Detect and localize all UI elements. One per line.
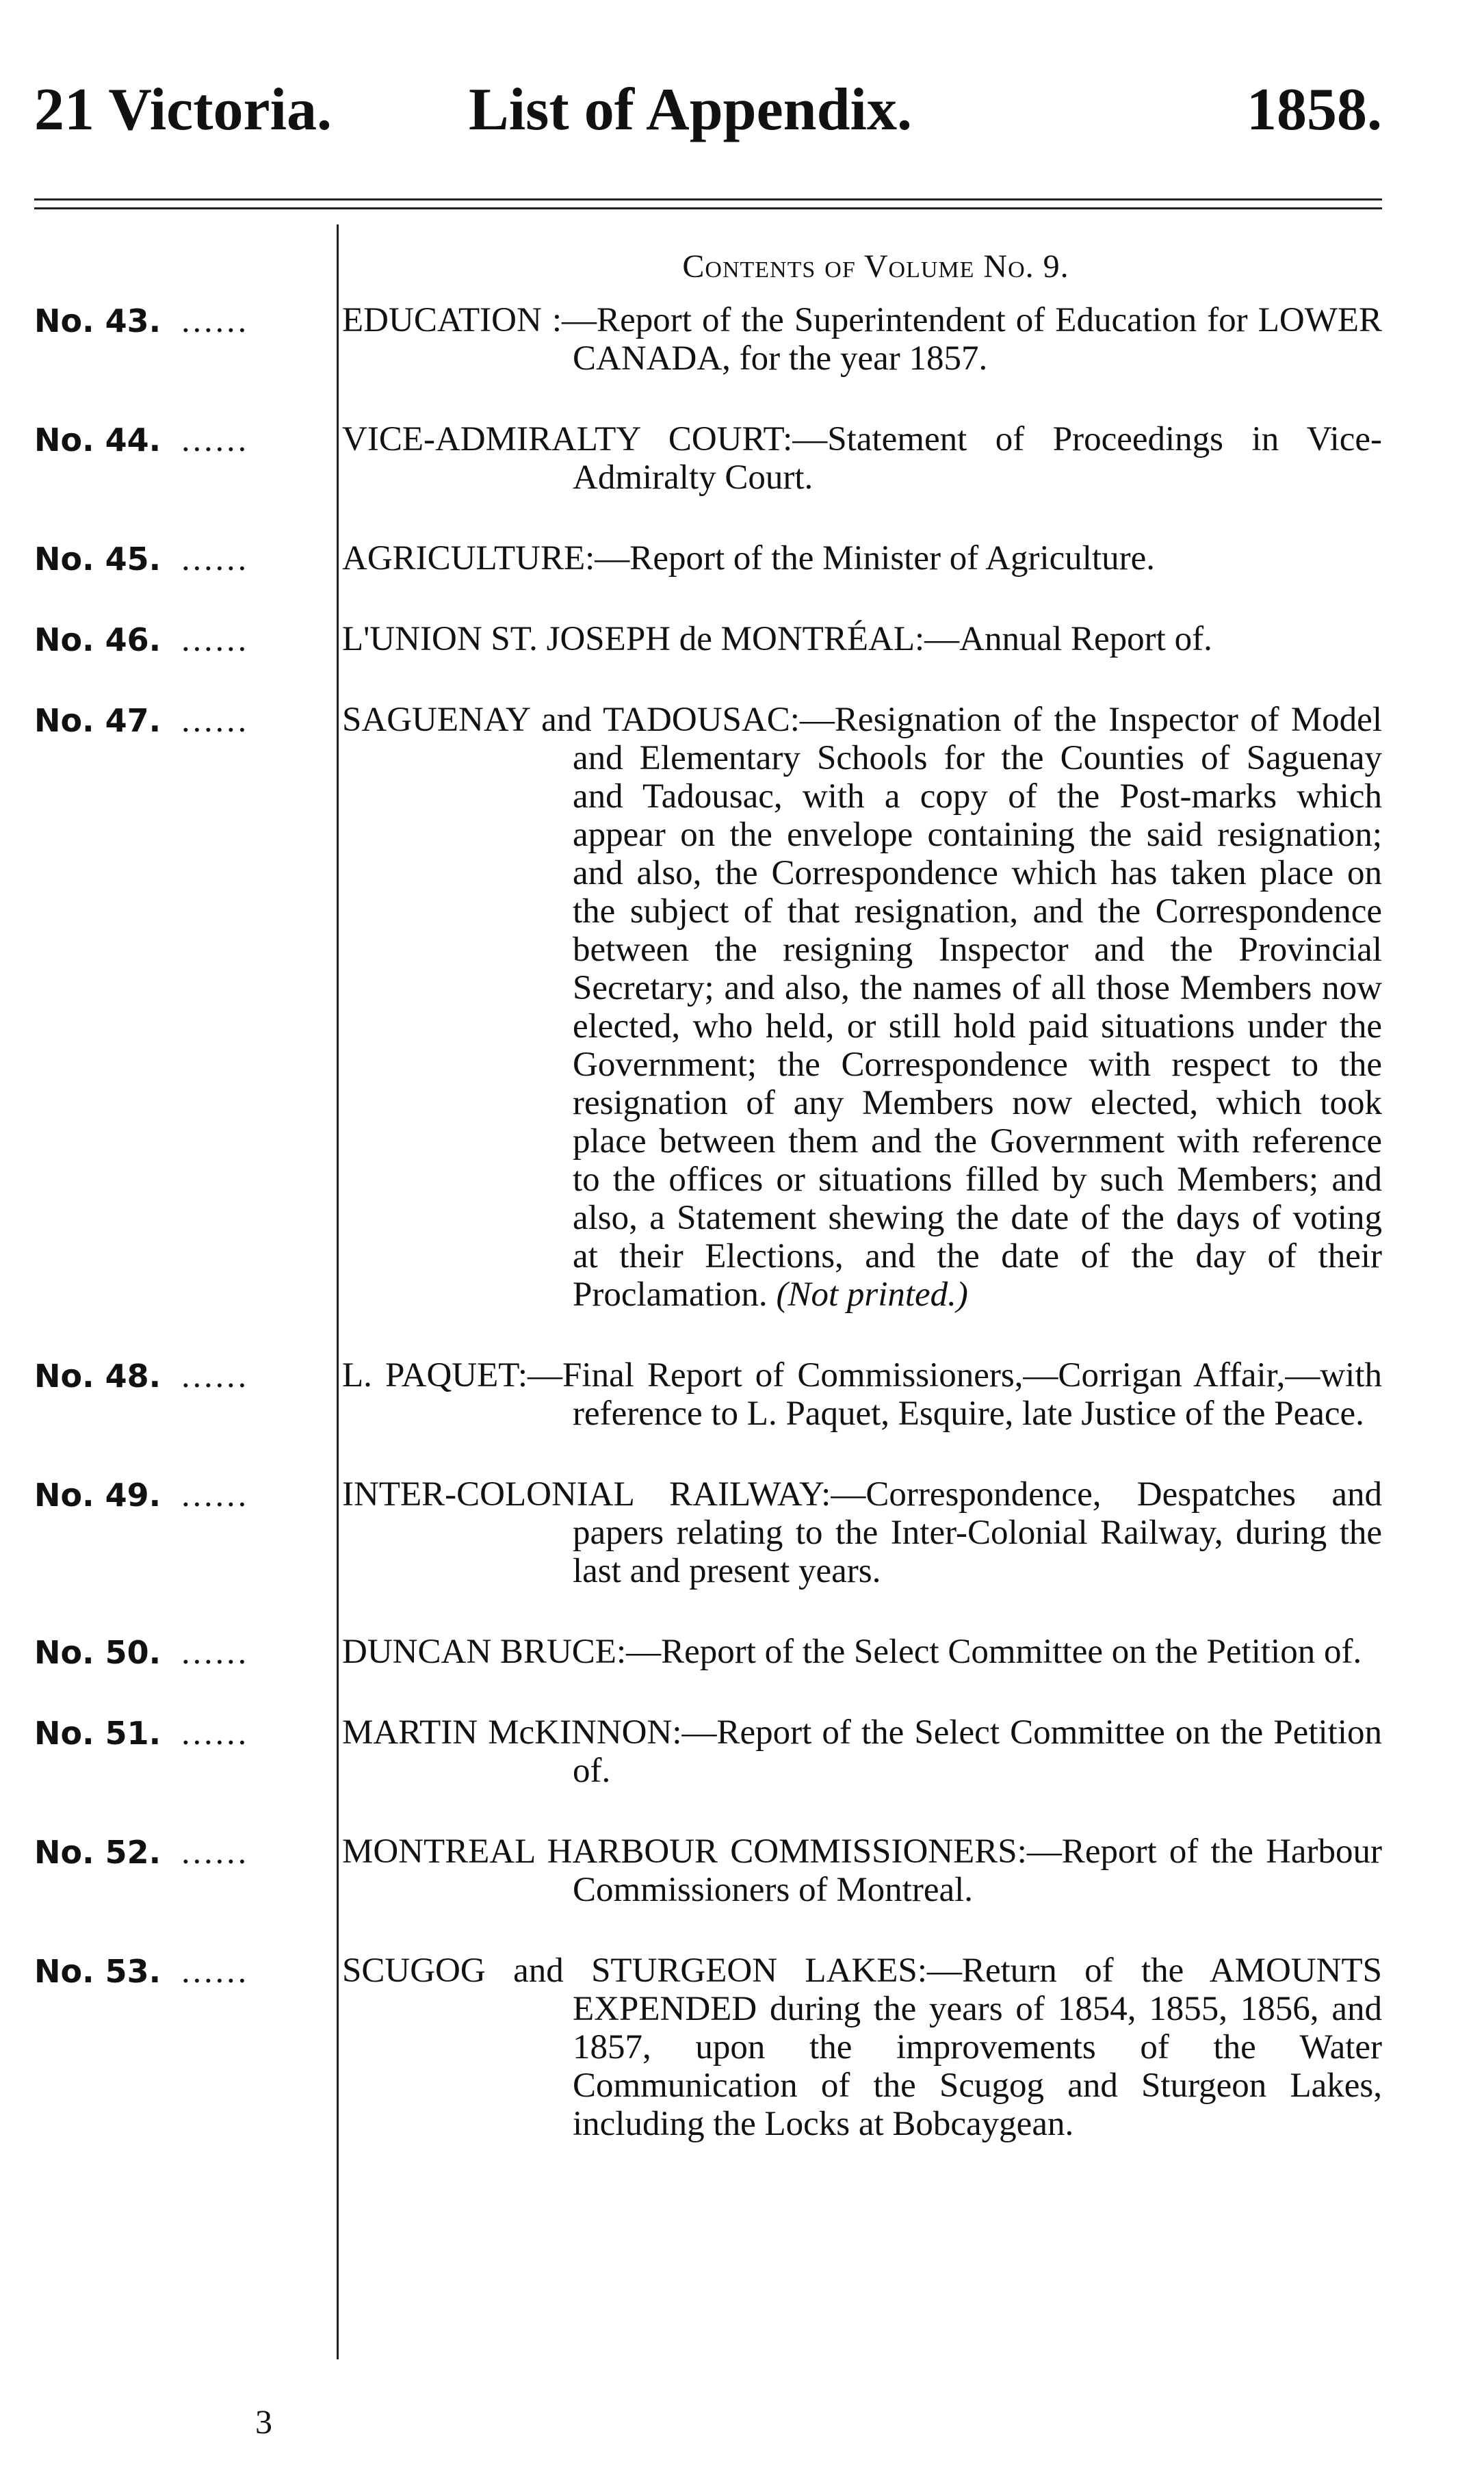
entry-description (342, 1713, 1382, 1790)
appendix-entry (34, 420, 1382, 497)
entry-number: No. 51. (34, 1715, 161, 1752)
entry-label (34, 1356, 339, 1395)
appendix-entry (34, 1952, 1382, 2143)
appendix-entry (34, 1356, 1382, 1433)
header-rule-bottom (34, 207, 1382, 209)
entry-leader-dots: ...... (181, 1475, 250, 1514)
entry-label (34, 539, 339, 578)
header-title: List of Appendix. (469, 77, 912, 143)
entry-number: No. 46. (34, 621, 161, 658)
entry-description (342, 1952, 1382, 2143)
header-rule-top (34, 198, 1382, 200)
page-number: 3 (255, 2402, 272, 2441)
appendix-entry (34, 539, 1382, 578)
entry-text: AGRICULTURE:—Report of the Minister of Agriculture. (342, 539, 1155, 578)
entry-description (342, 620, 1382, 658)
appendix-entry (34, 301, 1382, 378)
entry-text: EDUCATION :—Report of the Superintendent of Education for LOWER CANADA, for the year 1857. (342, 301, 1382, 378)
page-header (34, 75, 1382, 157)
entry-text: L'UNION ST. JOSEPH de MONTRÉAL:—Annual Report of. (342, 620, 1212, 658)
entry-text: L. PAQUET:—Final Report of Commissioners,—Corrigan Affair,—with reference to L. Paquet, Esquire, late Justice of the Peace. (342, 1356, 1382, 1433)
entry-label (34, 1475, 339, 1514)
entry-text: INTER-COLONIAL RAILWAY:—Correspondence, Despatches and papers relating to the Inter-Colonial Railway, during the last and present years. (342, 1475, 1382, 1590)
contents-heading: Contents of Volume No. 9. (682, 248, 1069, 285)
entry-label (34, 1832, 339, 1871)
entry-description (342, 1356, 1382, 1433)
entry-number: No. 52. (34, 1834, 161, 1871)
appendix-entry (34, 1633, 1382, 1671)
entry-number: No. 47. (34, 702, 161, 739)
entry-leader-dots: ...... (181, 1713, 250, 1752)
entry-number: No. 53. (34, 1953, 161, 1990)
entry-number: No. 45. (34, 541, 161, 578)
entry-leader-dots: ...... (181, 1832, 250, 1871)
entry-description (342, 1633, 1382, 1671)
entry-description (342, 701, 1382, 1314)
entry-description (342, 1475, 1382, 1590)
entry-text: DUNCAN BRUCE:—Report of the Select Committee on the Petition of. (342, 1633, 1362, 1671)
entry-leader-dots: ...... (181, 1356, 250, 1395)
entry-number: No. 49. (34, 1477, 161, 1514)
entry-description (342, 301, 1382, 378)
entry-description (342, 420, 1382, 497)
entry-text: MARTIN McKINNON:—Report of the Select Committee on the Petition of. (342, 1713, 1382, 1790)
entry-leader-dots: ...... (181, 701, 250, 739)
entry-number: No. 43. (34, 302, 161, 339)
entry-leader-dots: ...... (181, 1633, 250, 1671)
entry-text: VICE-ADMIRALTY COURT:—Statement of Proceedings in Vice-Admiralty Court. (342, 420, 1382, 497)
appendix-entry (34, 620, 1382, 658)
header-year: 1858. (1247, 77, 1382, 143)
entry-number: No. 50. (34, 1634, 161, 1671)
entry-description (342, 1832, 1382, 1909)
entry-number: No. 48. (34, 1358, 161, 1395)
appendix-entry (34, 701, 1382, 1314)
appendix-entry (34, 1713, 1382, 1790)
header-volume: 21 Victoria. (34, 77, 333, 143)
entry-leader-dots: ...... (181, 301, 250, 339)
entry-text: MONTREAL HARBOUR COMMISSIONERS:—Report of the Harbour Commissioners of Montreal. (342, 1832, 1382, 1909)
entry-label (34, 1713, 339, 1752)
entry-label (34, 620, 339, 659)
entry-leader-dots: ...... (181, 620, 250, 658)
entry-description (342, 539, 1382, 578)
entry-label (34, 701, 339, 740)
entry-label (34, 301, 339, 340)
appendix-entry (34, 1475, 1382, 1590)
entry-leader-dots: ...... (181, 539, 250, 578)
entry-number: No. 44. (34, 422, 161, 458)
entry-label (34, 420, 339, 459)
entry-leader-dots: ...... (181, 420, 250, 458)
entry-note: (Not printed.) (776, 1275, 968, 1314)
appendix-entry (34, 1832, 1382, 1909)
entry-label (34, 1952, 339, 1991)
entry-text: SAGUENAY and TADOUSAC:—Resignation of the Inspector of Model and Elementary Schools for the Counties of Saguenay and Tadousac, with a copy of the Post-marks which appear on the envelope containing the said resignation; and also, the Correspondence which has taken place on the subject of that resignation, and the Correspondence between the resigning Inspector and the Provincial Secretary; and also, the names of all those Members now elected, who held, or still hold paid situations under the Government; the Correspondence with respect to the resignation of any Members now elected, which took place between them and the Government with reference to the offices or situations filled by such Members; and also, a Statement shewing the date of the days of voting at their Elections, and the date of the day of their Proclamation. (342, 701, 1382, 1314)
entry-label (34, 1633, 339, 1672)
appendix-entries (34, 301, 1382, 2186)
entry-text: SCUGOG and STURGEON LAKES:—Return of the AMOUNTS EXPENDED during the years of 1854, 1855, 1856, and 1857, upon the improvements of the Water Communication of the Scugog and Sturgeon Lakes, including the Locks at Bobcaygean. (342, 1952, 1382, 2143)
entry-leader-dots: ...... (181, 1952, 250, 1990)
